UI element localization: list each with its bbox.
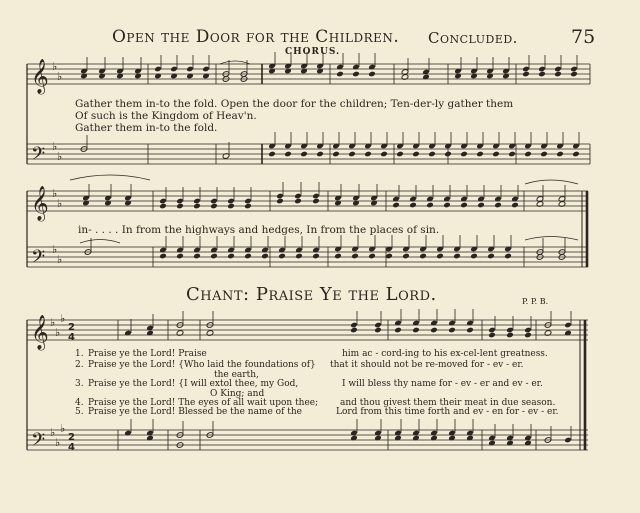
note-head <box>284 151 292 158</box>
note-head <box>443 202 451 209</box>
verse-1-text: Praise ye the Lord! Praise <box>88 349 207 359</box>
note-head <box>477 202 485 209</box>
note-head <box>524 151 532 158</box>
verse-4-text: Praise ye the Lord! The eyes of all wait upon thee; <box>88 398 319 408</box>
bass-clef-icon: 𝄢 <box>31 430 46 455</box>
note-head <box>540 151 548 158</box>
flat-icon: ♭ <box>50 316 56 329</box>
verse-5-end: Lord from this time forth and ev - en for - ev - er. <box>336 407 559 417</box>
lyric-line-4: in- . . . . In from the highways and hedges, In from the places of sin. <box>78 224 440 236</box>
note-head <box>227 203 235 210</box>
verse-5-text: Praise ye the Lord! Blessed be the name of the <box>88 407 303 417</box>
note-head <box>436 253 444 260</box>
note-head <box>392 202 400 209</box>
note-head <box>396 151 404 158</box>
svg-text:4: 4 <box>68 332 75 343</box>
note-head <box>538 71 546 78</box>
verse-2-num: 2. <box>75 360 84 370</box>
flat-icon: ♭ <box>55 436 61 449</box>
verse-1-end: him ac - cord-ing to his ex-cel-lent greatness. <box>342 349 548 359</box>
note-head <box>488 332 496 339</box>
note-head <box>176 203 184 210</box>
note-head <box>316 151 324 158</box>
verse-4-num: 4. <box>75 398 84 408</box>
note-head <box>300 151 308 158</box>
note-head <box>466 327 474 334</box>
note-head <box>348 151 356 158</box>
note-head <box>504 253 512 260</box>
note-head <box>244 253 252 260</box>
chant-attribution: P. P. B. <box>522 297 549 306</box>
note-head <box>193 253 201 260</box>
flat-icon: ♭ <box>50 426 56 439</box>
note-head <box>412 327 420 334</box>
flat-icon: ♭ <box>52 187 58 200</box>
note-head <box>460 151 468 158</box>
verse-2-end: that it should not be re-moved for - ev - er. <box>330 360 524 370</box>
note-head <box>394 327 402 334</box>
treble-clef-icon: 𝄞 <box>31 315 49 350</box>
note-head <box>210 253 218 260</box>
note-head <box>332 151 340 158</box>
note-head <box>506 332 514 339</box>
page-number: 75 <box>571 26 596 48</box>
verse-5-num: 5. <box>75 407 84 417</box>
svg-text:2: 2 <box>68 322 75 333</box>
flat-icon: ♭ <box>52 243 58 256</box>
verse-3-text: Praise ye the Lord! {I will extol thee, my God, <box>88 379 299 389</box>
note-head <box>227 253 235 260</box>
verse-3-num: 3. <box>75 379 84 389</box>
note-head <box>193 203 201 210</box>
note-head <box>428 151 436 158</box>
note-head <box>312 198 320 205</box>
note-head <box>412 151 420 158</box>
lyric-line-3: Gather them in-to the fold. <box>75 122 218 134</box>
note-head <box>419 253 427 260</box>
flat-icon: ♭ <box>57 70 63 83</box>
note-head <box>294 198 302 205</box>
flat-icon: ♭ <box>60 312 66 325</box>
note-head <box>570 71 578 78</box>
note-head <box>402 253 410 260</box>
staff-system-2-bass <box>27 247 588 267</box>
note-head <box>261 253 269 260</box>
note-head <box>511 202 519 209</box>
note-head <box>494 202 502 209</box>
staff-system-3-treble <box>27 320 588 340</box>
verse-2-text: Praise ye the Lord! {Who laid the foundations of} <box>88 360 316 370</box>
treble-clef-icon: 𝄞 <box>31 186 49 221</box>
note-head <box>522 71 530 78</box>
note-head <box>380 151 388 158</box>
flat-icon: ♭ <box>52 60 58 73</box>
note-head <box>554 71 562 78</box>
note-head <box>336 71 344 78</box>
note-head <box>426 202 434 209</box>
note-head <box>351 253 359 260</box>
flat-icon: ♭ <box>55 326 61 339</box>
note-head <box>244 203 252 210</box>
flat-icon: ♭ <box>52 140 58 153</box>
verse-3-cont: O King; and <box>210 389 265 399</box>
note-head <box>159 203 167 210</box>
note-head <box>430 327 438 334</box>
note-head <box>312 253 320 260</box>
note-head <box>470 253 478 260</box>
note-head <box>460 202 468 209</box>
note-head <box>476 151 484 158</box>
note-head <box>159 253 167 260</box>
flat-icon: ♭ <box>60 422 66 435</box>
staff-system-3-bass <box>27 430 588 450</box>
lyric-line-2: Of such is the Kingdom of Heav'n. <box>75 110 257 122</box>
note-head <box>352 71 360 78</box>
verse-3-end: I will bless thy name for - ev - er and ev - er. <box>342 379 543 389</box>
note-head <box>556 151 564 158</box>
bass-clef-icon: 𝄢 <box>31 247 46 272</box>
note-head <box>295 253 303 260</box>
bass-clef-icon: 𝄢 <box>31 144 46 169</box>
note-head <box>268 151 276 158</box>
flat-icon: ♭ <box>57 197 63 210</box>
chant-title: Chant: Praise Ye the Lord. <box>186 284 437 305</box>
note-head <box>492 151 500 158</box>
note-head <box>276 198 284 205</box>
note-head <box>210 203 218 210</box>
note-head <box>453 253 461 260</box>
note-head <box>448 327 456 334</box>
lyric-line-1: Gather them in-to the fold. Open the door for the children; Ten-der-ly gather them <box>75 98 514 110</box>
chorus-label: CHORUS. <box>285 47 341 57</box>
note-head <box>572 151 580 158</box>
note-head <box>487 253 495 260</box>
note-head <box>368 253 376 260</box>
note-head <box>176 253 184 260</box>
note-head <box>334 253 342 260</box>
verse-4-end: and thou givest them their meat in due season. <box>340 398 556 408</box>
note-head <box>508 151 516 158</box>
verse-2-cont: the earth, <box>214 370 259 380</box>
note-head <box>444 151 452 158</box>
svg-text:4: 4 <box>68 442 75 453</box>
treble-clef-icon: 𝄞 <box>31 59 49 94</box>
note-head <box>364 151 372 158</box>
note-head <box>524 332 532 339</box>
svg-text:2: 2 <box>68 432 75 443</box>
note-head <box>350 327 358 334</box>
note-head <box>374 327 382 334</box>
note-head <box>278 253 286 260</box>
note-head <box>409 202 417 209</box>
flat-icon: ♭ <box>57 253 63 266</box>
verse-1-start: 1. <box>75 349 84 359</box>
hymn-title: Open the Door for the Children. <box>112 27 400 47</box>
staff-system-1-bass <box>27 144 590 164</box>
flat-icon: ♭ <box>57 150 63 163</box>
note-head <box>368 71 376 78</box>
hymn-subtitle: Concluded. <box>428 29 518 47</box>
